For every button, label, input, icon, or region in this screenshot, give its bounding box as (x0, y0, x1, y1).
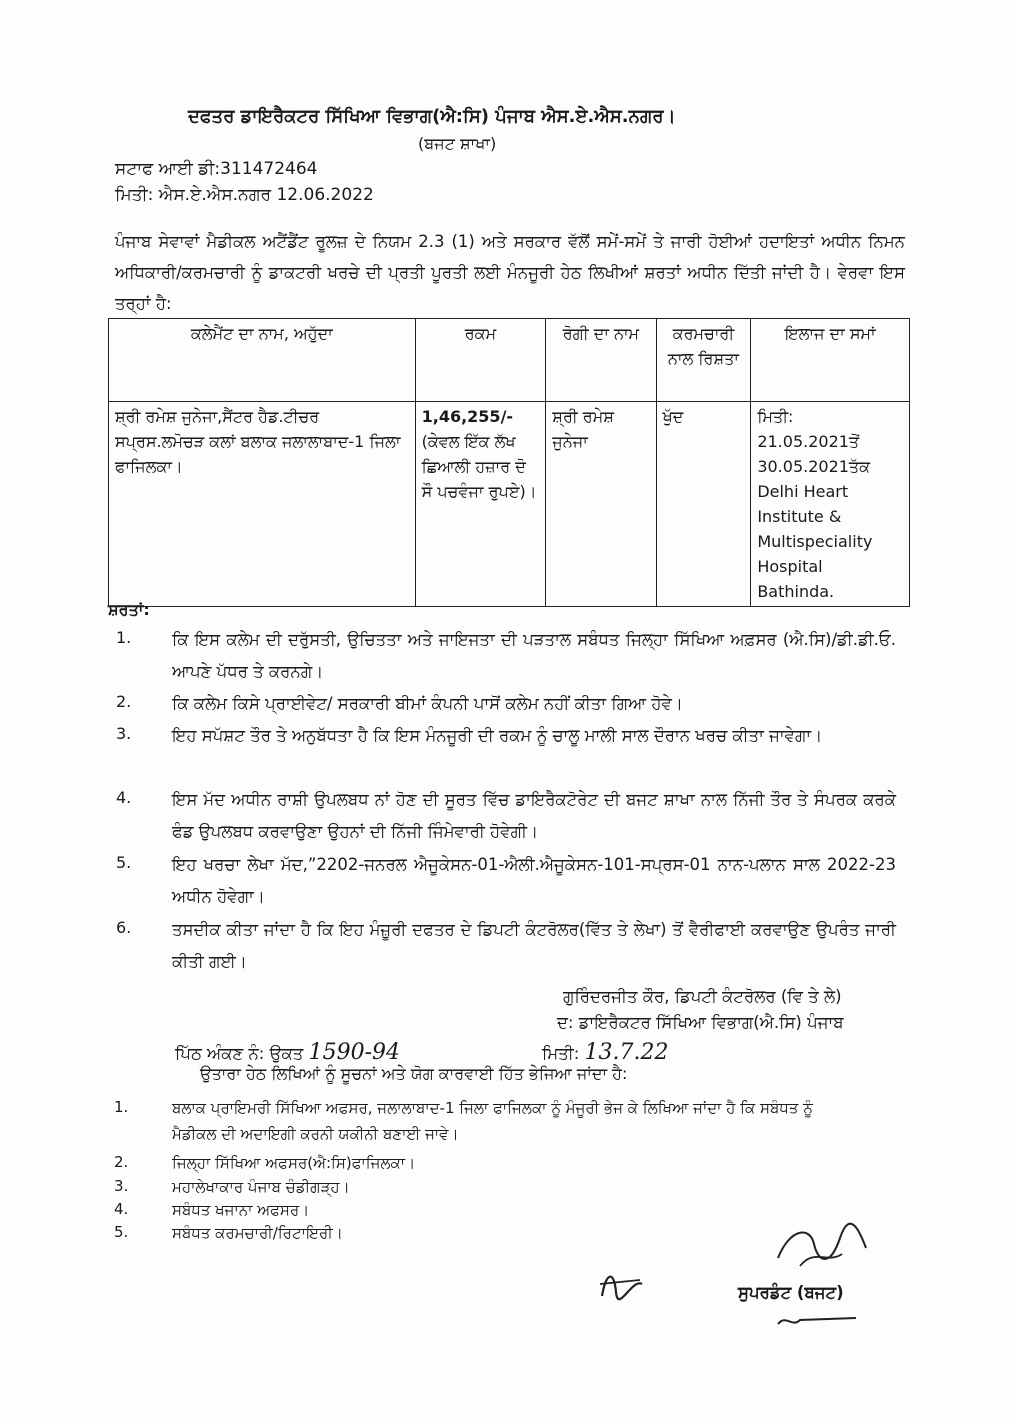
branch-name: (ਬਜਟ ਸ਼ਾਖਾ) (418, 134, 497, 153)
copy-number: 4. (114, 1200, 129, 1218)
handwritten-signature (592, 1262, 652, 1306)
copy-recipient: ਸਬੰਧਤ ਖਜਾਨਾ ਅਫਸਰ। (172, 1201, 310, 1219)
header-relation: ਕਰਮਚਾਰੀ ਨਾਲ ਰਿਸ਼ਤਾ (656, 319, 751, 402)
endorsement-label: ਪਿੱਠ ਅੰਕਣ ਨੰ: ਉਕਤ (175, 1044, 304, 1063)
office-title: ਦਫਤਰ ਡਾਇਰੈਕਟਰ ਸਿੱਖਿਆ ਵਿਭਾਗ(ਐ:ਸਿ) ਪੰਜਾਬ ਐਸ.ਏ.ਐਸ.ਨਗਰ। (188, 106, 676, 127)
copy-recipient: ਬਲਾਕ ਪ੍ਰਾਇਮਰੀ ਸਿੱਖਿਆ ਅਫਸਰ, ਜਲਾਲਾਬਾਦ-1 ਜਿਲਾ ਫਾਜਿਲਕਾ ਨੂੰ ਮੰਜੂਰੀ ਭੇਜ ਕੇ ਲਿਖਿਆ ਜਾਂਦਾ ਹੈ ਕਿ ਸਬੰਧਤ ਨੂੰ ਮੈਡੀਕਲ ਦੀ ਅਦਾਇਗੀ ਕਰਨੀ ਯਕੀਨੀ ਬਣਾਈ ਜਾਵੇ। (172, 1099, 813, 1143)
table-row (109, 402, 910, 607)
condition-text: ਇਹ ਸਪੱਸ਼ਟ ਤੌਰ ਤੇ ਅਨੁਬੱਧਤਾ ਹੈ ਕਿ ਇਸ ਮੰਨਜੂਰੀ ਦੀ ਰਕਮ ਨੂੰ ਚਾਲੂ ਮਾਲੀ ਸਾਲ ਦੌਰਾਨ ਖਰਚ ਕੀਤਾ ਜਾਵੇਗਾ। (172, 726, 823, 745)
handwritten-initials (770, 1218, 880, 1278)
header-patient: ਰੋਗੀ ਦਾ ਨਾਮ (546, 319, 656, 402)
copy-recipient: ਜਿਲ੍ਹਾ ਸਿੱਖਿਆ ਅਫਸਰ(ਐ:ਸਿ)ਫਾਜਿਲਕਾ। (172, 1154, 416, 1172)
amount-words: (ਕੇਵਲ ਇੱਕ ਲੱਖ ਛਿਆਲੀ ਹਜ਼ਾਰ ਦੋ ਸੌ ਪਚਵੰਜਾ ਰੁਪਏ)। (421, 432, 537, 501)
copy-number: 5. (114, 1223, 129, 1241)
condition-text: ਇਸ ਮੱਦ ਅਧੀਨ ਰਾਸ਼ੀ ਉਪਲਬਧ ਨਾਂ ਹੋਣ ਦੀ ਸੂਰਤ ਵਿੱਚ ਡਾਇਰੈਕਟੋਰੇਟ ਦੀ ਬਜਟ ਸ਼ਾਖਾ ਨਾਲ ਨਿੱਜੀ ਤੌਰ ਤੇ ਸੰਪਰਕ ਕਰਕੇ ਫੰਡ ਉਪਲਬਧ ਕਰਵਾਉਣਾ ਉਹਨਾਂ ਦੀ ਨਿੱਜੀ ਜਿੰਮੇਵਾਰੀ ਹੋਵੇਗੀ। (172, 790, 896, 841)
condition-text: ਤਸਦੀਕ ਕੀਤਾ ਜਾਂਦਾ ਹੈ ਕਿ ਇਹ ਮੰਜ਼ੂਰੀ ਦਫਤਰ ਦੇ ਡਿਪਟੀ ਕੰਟਰੋਲਰ(ਵਿੱਤ ਤੇ ਲੇਖਾ) ਤੋਂ ਵੈਰੀਫਾਈ ਕਰਵਾਉਣ ਉਪਰੰਤ ਜਾਰੀ ਕੀਤੀ ਗਈ। (172, 920, 896, 971)
header-claimant: ਕਲੇਮੈਂਟ ਦਾ ਨਾਮ, ਅਹੁੱਦਾ (109, 319, 416, 402)
cell-relation: ਖੁੱਦ (656, 402, 751, 607)
endorsement-number: 1590-94 (308, 1040, 401, 1065)
issue-date: ਮਿਤੀ: ਐਸ.ਏ.ਐਸ.ਨਗਰ 12.06.2022 (115, 185, 374, 205)
signatory-office: ਦ: ਡਾਇਰੈਕਟਰ ਸਿੱਖਿਆ ਵਿਭਾਗ(ਐ.ਸਿ) ਪੰਜਾਬ (557, 1013, 844, 1032)
endorsement-date-label: ਮਿਤੀ: (542, 1044, 580, 1063)
condition-number: 5. (116, 853, 132, 872)
staff-id: ਸਟਾਫ ਆਈ ਡੀ:311472464 (115, 159, 318, 179)
superintendent-signature (772, 1310, 862, 1332)
condition-number: 2. (116, 692, 132, 711)
copy-number: 1. (114, 1098, 129, 1116)
conditions-heading: ਸ਼ਰਤਾਂ: (108, 600, 150, 619)
header-period: ਇਲਾਜ ਦਾ ਸਮਾਂ (751, 319, 910, 402)
condition-number: 3. (116, 724, 132, 743)
intro-paragraph: ਪੰਜਾਬ ਸੇਵਾਵਾਂ ਮੈਡੀਕਲ ਅਟੈਂਡੈਂਟ ਰੂਲਜ਼ ਦੇ ਨਿਯਮ 2.3 (1) ਅਤੇ ਸਰਕਾਰ ਵੱਲੋਂ ਸਮੇਂ-ਸਮੇਂ ਤੇ ਜਾਰੀ ਹੋਈਆਂ ਹਦਾਇਤਾਂ ਅਧੀਨ ਨਿਮਨ ਅਧਿਕਾਰੀ/ਕਰਮਚਾਰੀ ਨੂੰ ਡਾਕਟਰੀ ਖਰਚੇ ਦੀ ਪ੍ਰਤੀ ਪੂਰਤੀ ਲਈ ਮੰਨਜੂਰੀ ਹੇਠ ਲਿਖੀਆਂ ਸ਼ਰਤਾਂ ਅਧੀਨ ਦਿੱਤੀ ਜਾਂਦੀ ਹੈ। ਵੇਰਵਾ ਇਸ ਤਰ੍ਹਾਂ ਹੈ: (115, 232, 905, 313)
condition-text: ਇਹ ਖਰਚਾ ਲੇਖਾ ਮੱਦ,”2202-ਜਨਰਲ ਐਜੂਕੇਸਨ-01-ਐਲੀ.ਐਜੂਕੇਸਨ-101-ਸਪ੍ਰਸ-01 ਨਾਨ-ਪਲਾਨ ਸਾਲ 2022-23 ਅਧੀਨ ਹੋਵੇਗਾ। (172, 855, 896, 906)
period-from: 21.05.2021ਤੋਂ (757, 432, 860, 451)
cell-amount (415, 402, 546, 607)
condition-text: ਕਿ ਕਲੇਮ ਕਿਸੇ ਪ੍ਰਾਈਵੇਟ/ ਸਰਕਾਰੀ ਬੀਮਾਂ ਕੰਪਨੀ ਪਾਸੋਂ ਕਲੇਮ ਨਹੀਂ ਕੀਤਾ ਗਿਆ ਹੋਵੇ। (172, 694, 683, 713)
endorsement-line (175, 1040, 400, 1066)
hospital-name: Delhi Heart Institute & Multispeciality Hospital Bathinda. (757, 482, 873, 601)
condition-number: 1. (116, 628, 132, 647)
cell-claimant: ਸ਼੍ਰੀ ਰਮੇਸ਼ ਜੁਨੇਜਾ,ਸੈਂਟਰ ਹੈਡ.ਟੀਚਰ ਸਪ੍ਰਸ.ਲਮੋਚੜ ਕਲਾਂ ਬਲਾਕ ਜਲਾਲਾਬਾਦ-1 ਜਿਲਾ ਫਾਜਿਲਕਾ। (109, 402, 416, 607)
superintendent-title: ਸੁਪਰਡੰਟ (ਬਜਟ) (738, 1283, 844, 1302)
table-header-row (109, 319, 910, 402)
cell-patient: ਸ਼੍ਰੀ ਰਮੇਸ਼ ਜੁਨੇਜਾ (546, 402, 656, 607)
cell-period (751, 402, 910, 607)
copy-number: 3. (114, 1177, 129, 1195)
condition-text: ਕਿ ਇਸ ਕਲੇਮ ਦੀ ਦਰੁੱਸਤੀ, ਉਚਿਤਤਾ ਅਤੇ ਜਾਇਜਤਾ ਦੀ ਪੜਤਾਲ ਸਬੰਧਤ ਜਿਲ੍ਹਾ ਸਿੱਖਿਆ ਅਫ਼ਸਰ (ਐ.ਸਿ)/ਡੀ.ਡੀ.ਓ. ਆਪਣੇ ਪੱਧਰ ਤੇ ਕਰਨਗੇ। (172, 630, 896, 681)
endorsement-date: 13.7.22 (584, 1040, 669, 1065)
copy-recipient: ਸਬੰਧਤ ਕਰਮਚਾਰੀ/ਰਿਟਾਇਰੀ। (172, 1224, 343, 1242)
period-to: 30.05.2021ਤੱਕ (757, 457, 871, 476)
copy-number: 2. (114, 1153, 129, 1171)
signatory-name: ਗੁਰਿੰਦਰਜੀਤ ਕੌਰ, ਡਿਪਟੀ ਕੰਟਰੋਲਰ (ਵਿ ਤੇ ਲੇ) (563, 987, 842, 1006)
copy-recipient: ਮਹਾਲੇਖਾਕਾਰ ਪੰਜਾਬ ਚੰਡੀਗੜ੍ਹ। (172, 1178, 350, 1196)
endorsement-date-line (542, 1040, 669, 1066)
condition-number: 6. (116, 918, 132, 937)
header-amount: ਰਕਮ (415, 319, 546, 402)
period-label: ਮਿਤੀ: (757, 407, 794, 426)
amount-figure: 1,46,255/- (421, 407, 514, 426)
condition-number: 4. (116, 788, 132, 807)
copy-heading: ਉਤਾਰਾ ਹੇਠ ਲਿਖਿਆਂ ਨੂੰ ਸੂਚਨਾਂ ਅਤੇ ਯੋਗ ਕਾਰਵਾਈ ਹਿੱਤ ਭੇਜਿਆ ਜਾਂਦਾ ਹੈ: (200, 1064, 628, 1083)
claim-table (108, 318, 910, 607)
